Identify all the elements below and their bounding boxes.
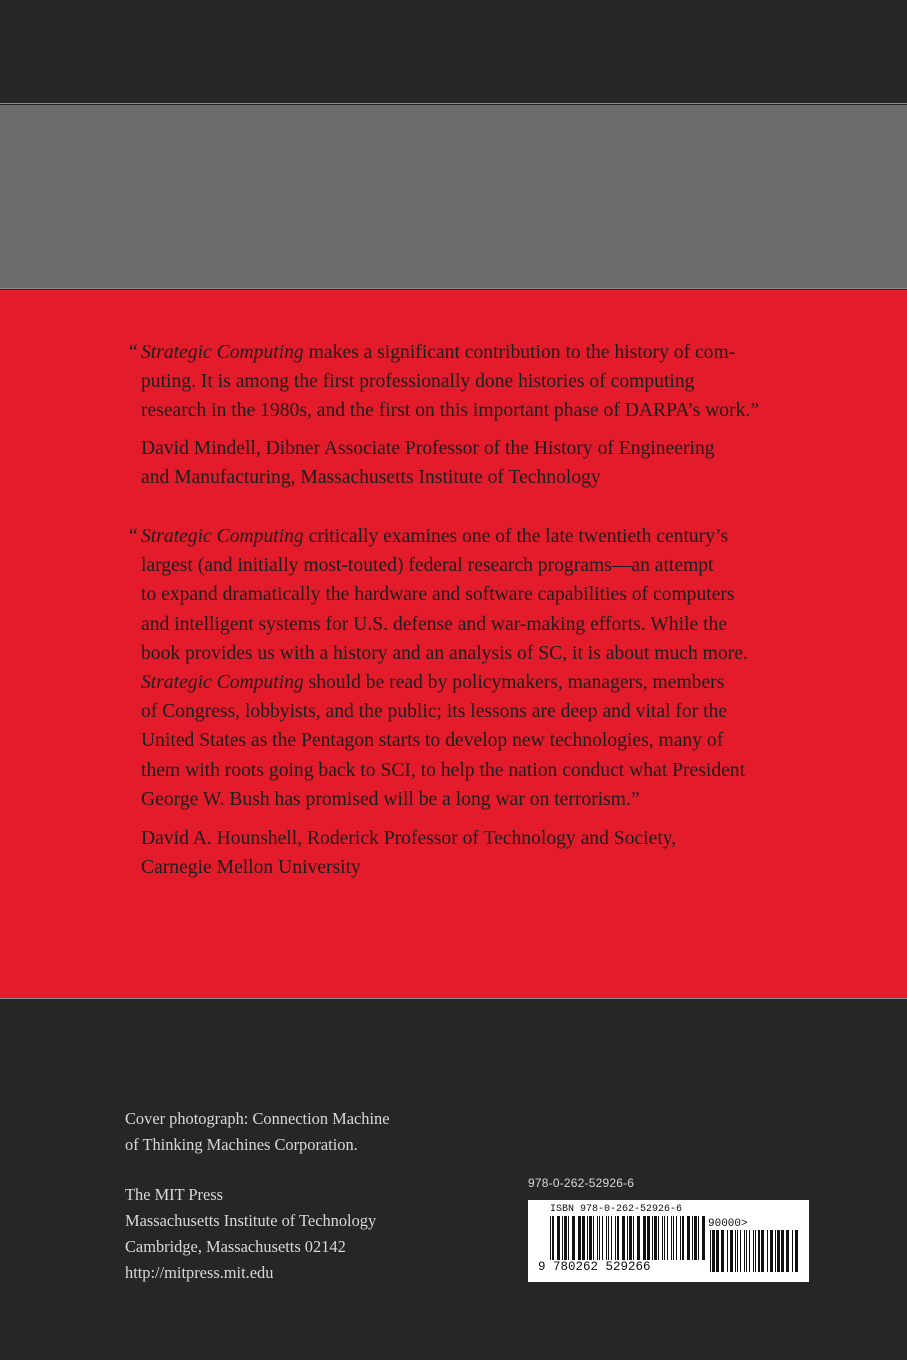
barcode-bar: [795, 1230, 798, 1272]
barcode-bar: [735, 1230, 736, 1272]
barcode-bar: [633, 1216, 634, 1260]
quote-line: book provides us with a history and an analysis of SC, it is about much more.: [141, 642, 748, 664]
attribution-hounshell: David A. Hounshell, Roderick Professor of Technology and Society, Carnegie Mellon University: [141, 828, 677, 879]
quote-line: research in the 1980s, and the first on this important phase of DARPA’s work.”: [141, 400, 760, 422]
barcode-bar: [602, 1216, 603, 1260]
barcode-bar: [611, 1216, 612, 1260]
isbn-text: 978-0-262-52926-6: [528, 1176, 635, 1190]
barcode-bar: [746, 1230, 747, 1272]
barcode-bar: [608, 1216, 609, 1260]
barcode-bar: [716, 1230, 719, 1272]
bottom-dark-band: [0, 1000, 907, 1360]
divider-rule: [0, 103, 907, 104]
barcode-bar: [698, 1216, 699, 1260]
barcode-bar: [627, 1216, 628, 1260]
barcode-bar: [673, 1216, 674, 1260]
top-dark-band: [0, 0, 907, 103]
attribution-mindell: David Mindell, Dibner Associate Professor of the History of Engineering and Manufacturing, Massachusetts Institute of Technology: [141, 438, 715, 489]
barcode-bar: [687, 1216, 690, 1260]
barcode-bar: [622, 1216, 625, 1260]
barcode-bar: [643, 1216, 646, 1260]
barcode-bar: [721, 1230, 724, 1272]
barcode-number: 9 780262 529266: [538, 1260, 651, 1274]
barcode-bar: [702, 1216, 705, 1260]
quote-line: George W. Bush has promised will be a long war on terrorism.”: [141, 788, 640, 810]
barcode-bar: [761, 1230, 764, 1272]
publisher-name: The MIT Press: [125, 1185, 224, 1204]
review-quote-mindell: [129, 338, 791, 426]
barcode-bar: [647, 1216, 650, 1260]
gray-band: [0, 105, 907, 288]
barcode-bar: [606, 1216, 607, 1260]
publisher-url: http://mitpress.mit.edu: [125, 1263, 274, 1282]
barcode-bar: [578, 1216, 581, 1260]
barcode-bar: [654, 1216, 657, 1260]
barcode-bar: [667, 1216, 668, 1260]
barcode-bar: [727, 1230, 728, 1272]
barcode-bar: [597, 1216, 598, 1260]
barcode-bar: [676, 1216, 677, 1260]
quote-line: puting. It is among the first professionally done histories of computing: [141, 371, 695, 393]
quote-line: Strategic Computing should be read by policymakers, managers, members: [141, 672, 725, 694]
barcode-bar: [629, 1216, 632, 1260]
barcode-bar: [552, 1216, 554, 1260]
barcode-bar: [550, 1216, 551, 1260]
barcode-bar: [680, 1216, 681, 1260]
barcode-bar: [737, 1230, 738, 1272]
quote-line: and intelligent systems for U.S. defense and war-making efforts. While the: [141, 613, 728, 635]
barcode-bar: [786, 1230, 789, 1272]
barcode-bar: [694, 1216, 697, 1260]
barcode-bar: [712, 1230, 715, 1272]
barcode-bar: [792, 1230, 793, 1272]
barcode-bar: [662, 1216, 663, 1260]
divider-rule: [0, 288, 907, 289]
publisher-info: The MIT Press Massachusetts Institute of Technology Cambridge, Massachusetts 02142 http://mitpress.mit.edu: [125, 1182, 485, 1286]
barcode-bar: [770, 1230, 773, 1272]
quote-line: to expand dramatically the hardware and software capabilities of computers: [141, 584, 735, 606]
barcode-bar: [617, 1216, 619, 1260]
barcode-bar: [658, 1216, 659, 1260]
barcode-bar: [753, 1230, 754, 1272]
quote-line: them with roots going back to SCI, to help the nation conduct what President: [141, 759, 746, 781]
barcode-bar: [587, 1216, 588, 1260]
barcode-bar: [740, 1230, 741, 1272]
barcode-bar: [615, 1216, 616, 1260]
barcode: [528, 1200, 809, 1282]
barcode-bar: [777, 1230, 780, 1272]
open-quote-mark: “: [129, 526, 138, 547]
barcode-bar: [767, 1230, 768, 1272]
barcode-bar: [730, 1230, 733, 1272]
barcode-bar: [710, 1230, 711, 1272]
barcode-bar: [564, 1216, 567, 1260]
barcode-bar: [572, 1216, 575, 1260]
cover-photo-credit: Cover photograph: Connection Machine of Thinking Machines Corporation.: [125, 1109, 390, 1154]
quote-line: largest (and initially most-touted) federal research programs—an attempt: [141, 555, 714, 577]
barcode-bar: [582, 1216, 585, 1260]
barcode-bar: [637, 1216, 640, 1260]
divider-rule: [0, 998, 907, 999]
barcode-bar: [599, 1216, 600, 1260]
barcode-price-code: 90000>: [708, 1218, 748, 1230]
barcode-isbn-label: ISBN 978-0-262-52926-6: [550, 1204, 683, 1215]
barcode-bar: [781, 1230, 784, 1272]
barcode-bar: [682, 1216, 684, 1260]
review-quote-hounshell: [129, 522, 791, 814]
quote-line: United States as the Pentagon starts to develop new technologies, many of: [141, 730, 724, 752]
barcode-bar: [589, 1216, 592, 1260]
barcode-bar: [749, 1230, 750, 1272]
barcode-bar: [562, 1216, 563, 1260]
barcode-bar: [593, 1216, 594, 1260]
barcode-bar: [664, 1216, 665, 1260]
barcode-bar: [758, 1230, 760, 1272]
quote-line: Strategic Computing makes a significant contribution to the history of com-: [141, 342, 736, 363]
open-quote-mark: “: [129, 342, 138, 363]
barcode-bar: [652, 1216, 653, 1260]
barcode-bar: [755, 1230, 756, 1272]
barcode-bar: [744, 1230, 745, 1272]
barcode-bar: [557, 1216, 560, 1260]
barcode-bar: [775, 1230, 776, 1272]
barcode-bar: [671, 1216, 672, 1260]
barcode-bar: [692, 1216, 693, 1260]
quote-line: Strategic Computing critically examines one of the late twentieth century’s: [141, 526, 729, 547]
barcode-bar: [568, 1216, 569, 1260]
quote-line: of Congress, lobbyists, and the public; its lessons are deep and vital for the: [141, 701, 728, 723]
